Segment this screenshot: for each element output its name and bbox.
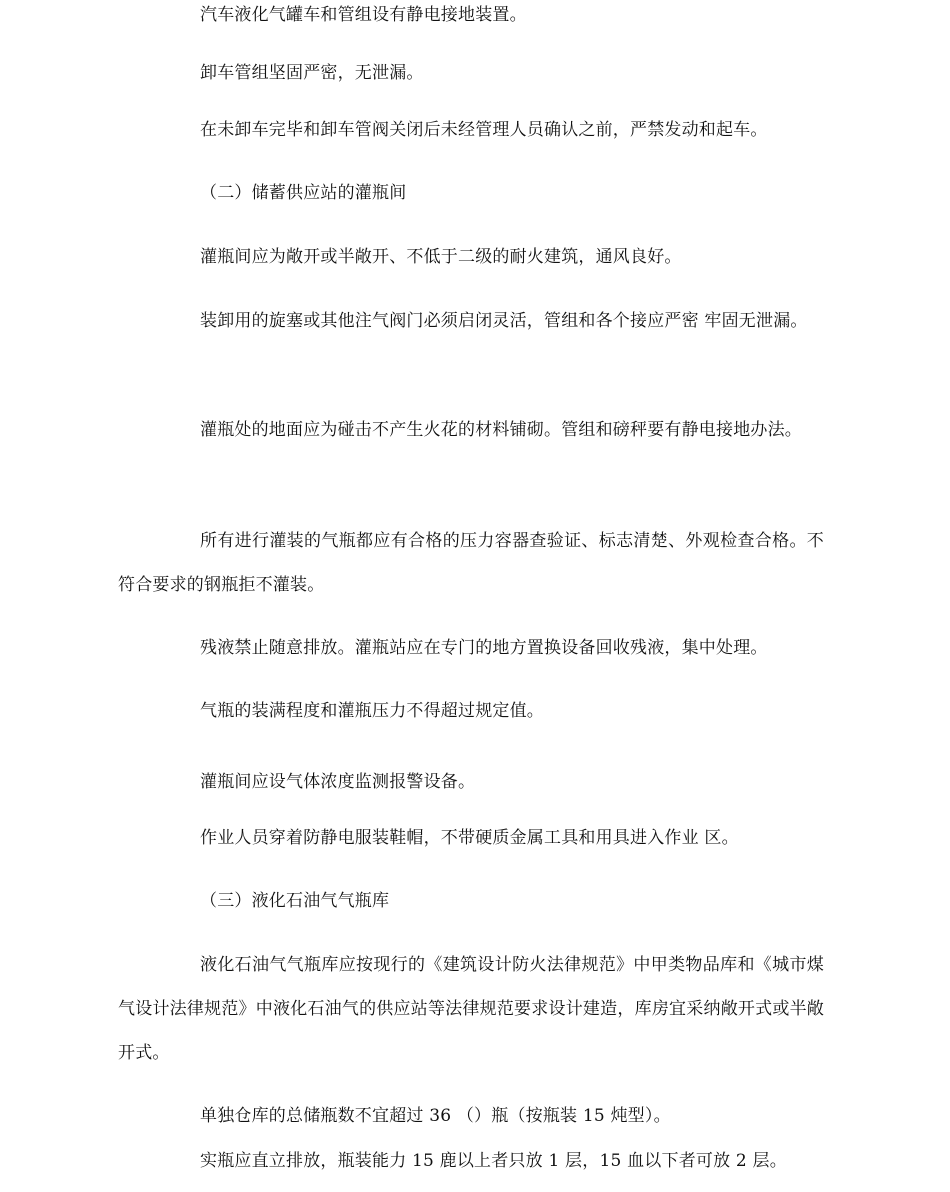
paragraph-no-start-before-confirm: 在未卸车完毕和卸车管阀关闭后未经管理人员确认之前，严禁发动和起车。 (200, 120, 768, 140)
paragraph-stacking-rule: 实瓶应直立排放，瓶装能力 15 鹿以上者只放 1 层，15 血以下者可放 2 层。 (200, 1151, 787, 1171)
paragraph-storage-capacity: 单独仓库的总储瓶数不宜超过 36 （）瓶（按瓶装 15 炖型）。 (200, 1106, 671, 1126)
paragraph-cylinder-inspection: 所有进行灌装的气瓶都应有合格的压力容器查验证、标志清楚、外观检查合格。不符合要求的钢瓶拒不灌装。 (118, 531, 824, 595)
paragraph-residual-liquid: 残液禁止随意排放。灌瓶站应在专门的地方置换设备回收残液，集中处理。 (200, 638, 768, 658)
paragraph-valves: 装卸用的旋塞或其他注气阀门必须启闭灵活，管组和各个接应严密 牢固无泄漏。 (200, 311, 808, 331)
paragraph-storage-standards: 液化石油气气瓶库应按现行的《建筑设计防火法律规范》中甲类物品库和《城市煤气设计法律规范》中液化石油气的供应站等法律规范要求设计建造，库房宜采纳敞开式或半敞开式。 (118, 955, 824, 1063)
paragraph-gas-detection: 灌瓶间应设气体浓度监测报警设备。 (200, 772, 476, 792)
section-heading-cylinder-storage: （三）液化石油气气瓶库 (200, 891, 390, 911)
paragraph-filling-room-building: 灌瓶间应为敞开或半敞开、不低于二级的耐火建筑，通风良好。 (200, 247, 682, 267)
paragraph-antistatic-clothing: 作业人员穿着防静电服装鞋帽，不带硬质金属工具和用具进入作业 区。 (200, 828, 739, 848)
paragraph-filling-limit: 气瓶的装满程度和灌瓶压力不得超过规定值。 (200, 701, 544, 721)
section-heading-filling-room: （二）储蓄供应站的灌瓶间 (200, 183, 407, 203)
paragraph-tanker-grounding: 汽车液化气罐车和管组设有静电接地装置。 (200, 5, 527, 25)
paragraph-floor-material: 灌瓶处的地面应为碰击不产生火花的材料铺砌。管组和磅秤要有静电接地办法。 (200, 420, 802, 440)
paragraph-pipe-sealed: 卸车管组坚固严密，无泄漏。 (200, 63, 424, 83)
